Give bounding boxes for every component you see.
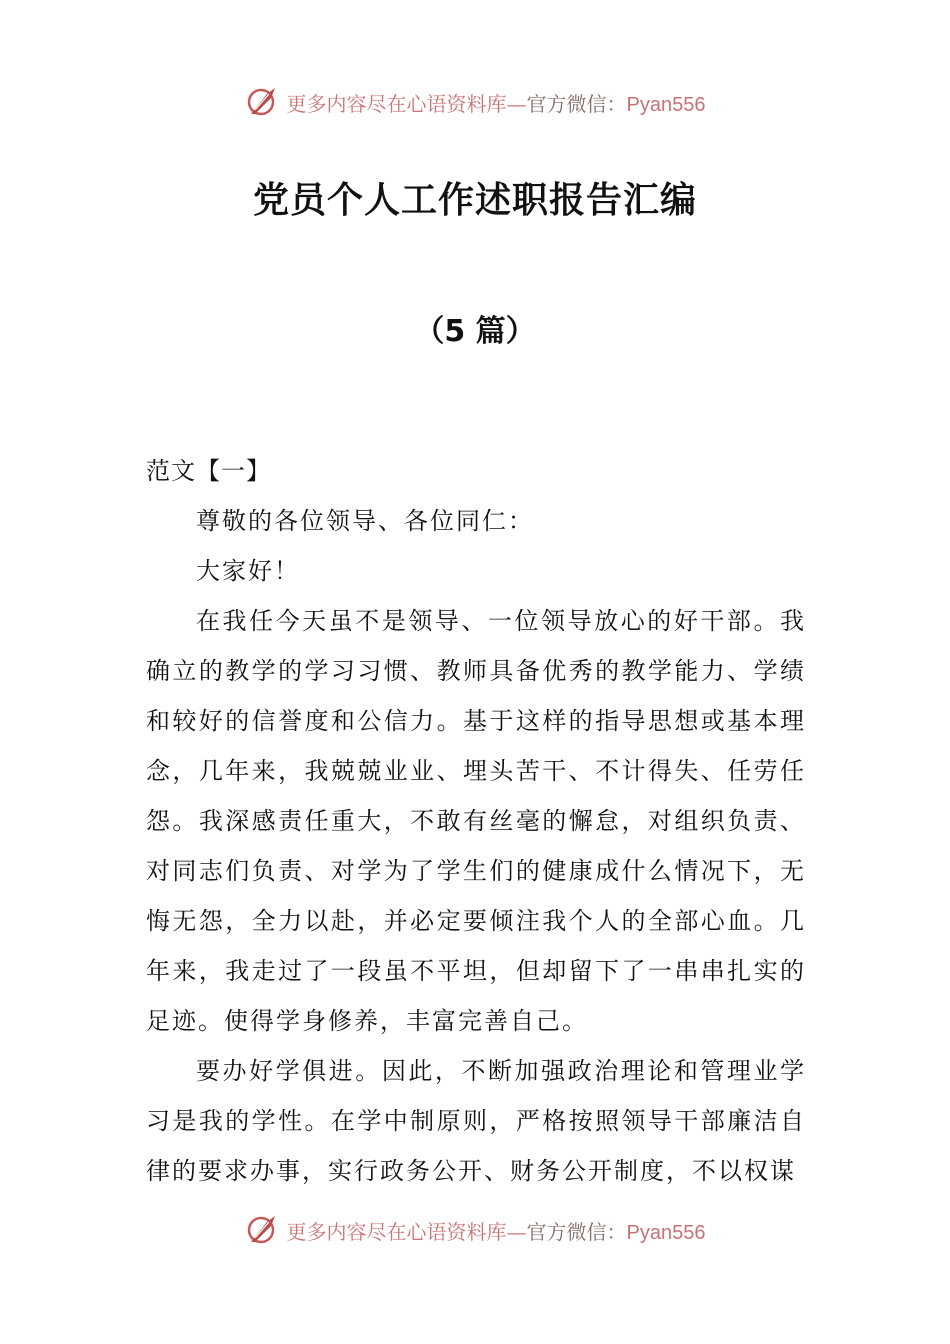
salutation: 尊敬的各位领导、各位同仁： <box>196 507 534 535</box>
footer-banner <box>0 1210 950 1250</box>
banner-wechat-id: Pyan556 <box>626 1221 706 1244</box>
body-paragraph-2: 要办好学俱进。因此，不断加强政治理论和管理业学习是我的学性。在学中制原则，严格按照领导干部廉洁自律的要求办事，实行政务公开、财务公开制度，不以权谋 <box>146 1057 806 1185</box>
greeting: 大家好！ <box>196 557 300 585</box>
banner-dash: — <box>506 1219 527 1244</box>
body-paragraph-1: 在我任今天虽不是领导、一位领导放心的好干部。我确立的教学的学习习惯、教师具备优秀的教学能力、学绩和较好的信誉度和公信力。基于这样的指导思想或基本理念，几年来，我兢兢业业、埋头苦干、不计得失、任劳任怨。我深感责任重大，不敢有丝毫的懈怠，对组织负责、对同志们负责、对学为了学生们的健康成什么情况下，无悔无怨，全力以赴，并必定要倾注我个人的全部心血。几年来，我走过了一段虽不平坦，但却留下了一串串扎实的足迹。使得学身修养，丰富完善自己。 <box>146 607 806 1035</box>
banner-wechat-label: 官方微信： <box>526 91 627 116</box>
banner-dash: — <box>506 91 527 116</box>
banner-text <box>287 1216 706 1245</box>
document-title: 党员个人工作述职报告汇编 <box>252 180 697 221</box>
banner-wechat-label: 官方微信： <box>526 1219 627 1244</box>
banner-library-text: 更多内容尽在心语资料库 <box>286 1219 507 1244</box>
document-subtitle: （5 篇） <box>414 314 536 349</box>
banner-wechat-id: Pyan556 <box>626 93 706 116</box>
section-label: 范文【一】 <box>146 457 271 485</box>
banner-text <box>287 88 706 117</box>
banner-library-text: 更多内容尽在心语资料库 <box>286 91 507 116</box>
quill-logo-icon <box>245 1212 281 1248</box>
document-body <box>146 446 806 1196</box>
header-banner <box>0 82 950 122</box>
quill-logo-icon <box>245 84 281 120</box>
